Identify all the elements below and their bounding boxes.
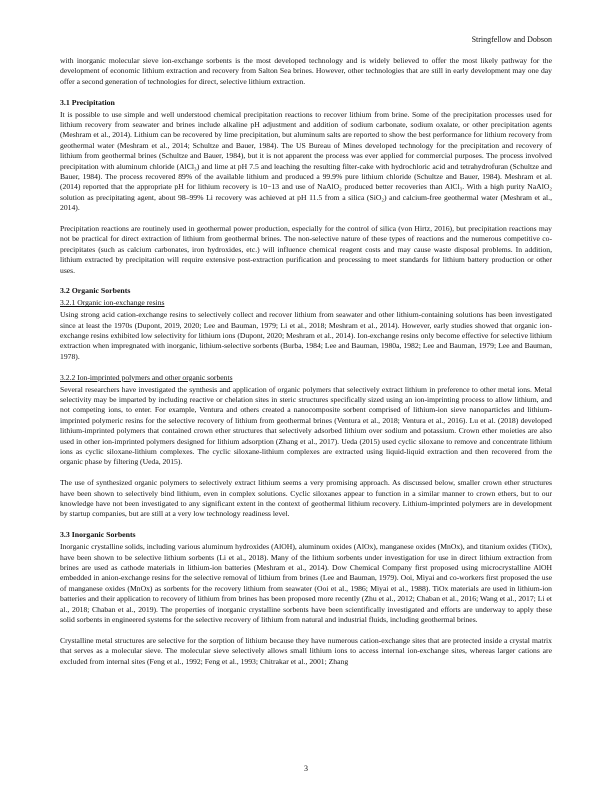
paragraph: Inorganic crystalline solids, including various aluminum hydroxides (AlOH), aluminum oxides (AlOx), manganese oxides (MnOx), and titanium oxides (TiOx), have been shown to be selective lithium sorbents (Li et al., 2018). Many of the lithium sorbents under investigation for use in direct lithium extraction from brines are used as cathode materials in lithium-ion batteries (Meshram et al., 2014). Dow Chemical Company first proposed using microcrystalline AlOH embedded in anion-exchange resins for the selective removal of lithium from brines (Lee and Bauman, 1979). Ooi, Miyai and co-workers first proposed the use of manganese oxides (MnOx) as sorbents for the recovery lithium from seawater (Ooi et al., 1986; Miyai et al., 1988). TiOx materials are used in lithium-ion batteries and their application to recovery of lithium from brines has been proposed more recently (Zhu et al., 2012; Chaban et al., 2016; Wang et al., 2017; Li et al., 2018; Chaban et al., 2019). The properties of inorganic crystalline sorbents have been scientifically investigated and efforts are underway to apply these solid sorbents in engineered systems for the selective recovery of lithium from natural and industrial fluids, including geothermal brines. — [60, 542, 552, 624]
section-heading-organic-sorbents: 3.2 Organic Sorbents — [60, 286, 131, 296]
running-header: Stringfellow and Dobson — [471, 35, 552, 44]
paragraph: Crystalline metal structures are selective for the sorption of lithium because they have numerous cation-exchange sites that are protected inside a crystal matrix that serves as a molecular sieve. The molecular sieve selectively allows small lithium ions to access internal ion-exchange sites, whereas larger cations are excluded from internal sites (Feng et al., 1992; Feng et al., 1993; Chitrakar et al., 2001; Zhang — [60, 635, 552, 666]
paragraph: The use of synthesized organic polymers to selectively extract lithium seems a very promising approach. As discussed below, smaller crown ether structures have been shown to selectively bind lithium, even in complex solutions. Cyclic siloxanes appear to function in a similar manner to crown ethers, but to our knowledge have not been investigated to any significant extent in the context of geothermal lithium recovery. Lithium-imprinted polymers are in development by startup companies, but are still at a very low technology readiness level. — [60, 478, 552, 519]
page-body — [60, 56, 552, 677]
subsection-heading-ion-exchange-resins: 3.2.1 Organic ion-exchange resins — [60, 298, 165, 308]
subsection-heading-ion-imprinted-polymers: 3.2.2 Ion-imprinted polymers and other organic sorbents — [60, 372, 233, 382]
paragraph: Using strong acid cation-exchange resins to selectively collect and recover lithium from seawater and other lithium-containing solutions has been investigated since at least the 1970s (Dupont, 2019, 2020; Lee and Bauman, 1979; Li et al., 2018; Meshram et al., 2014). However, early studies showed that organic ion-exchange resins exhibited low selectivity for lithium ions (Dupont, 2020; Meshram et al., 2014). Ion-exchange resins only become effective for selective lithium extraction when impregnated with inorganic, lithium-selective sorbents (Burba, 1984; Lee and Bauman, 1980a, 1982; Lee and Bauman, 1979; Lee and Bauman, 1978). — [60, 310, 552, 361]
section-heading-inorganic-sorbents: 3.3 Inorganic Sorbents — [60, 530, 136, 540]
page-number: 3 — [304, 764, 308, 773]
paragraph: It is possible to use simple and well understood chemical precipitation reactions to recover lithium from brine. Some of the precipitation processes used for lithium recovery from seawater and brines include alkaline pH adjustment and addition of sodium carbonate, sodium oxalate, or other precipitation agents (Meshram et al., 2014). Lithium can be recovered by lime precipitation, but aluminum salts are reported to show the best performance for lithium recovery from geothermal water (Meshram et al., 2014; Schultze and Bauer, 1984). The US Bureau of Mines developed technology for the precipitation and recovery of lithium from geothermal brines (Schultze and Bauer, 1984), but it is not apparent the process was ever applied for commercial purposes. The process involved precipitation with aluminum chloride (AlCl₃) and lime at pH 7.5 and leaching the resulting filter-cake with hydrochloric acid and tetrahydrofuran (Schultze and Bauer, 1984). The process recovered 89% of the available lithium and produced a 99.9% pure lithium chloride (Schultze and Bauer, 1984). Meshram et al. (2014) reported that the appropriate pH for lithium recovery is 10−13 and use of NaAlO₂ produced better recoveries than AlCl₃. With a high purity NaAlO₂ solution as precipitating agent, about 98–99% Li recovery was achieved at pH 11.5 from a silica (SiO₂) and calcium-free geothermal water (Meshram et al., 2014). — [60, 109, 552, 213]
paragraph: Several researchers have investigated the synthesis and application of organic polymers that selectively extract lithium in preference to other metal ions. Metal selectivity may be imparted by including reactive or chelation sites in steric structures specifically sized using an ion-imprinting process to allow lithium, and not competing ions, to enter. For example, Ventura and others created a nanocomposite sorbent comprised of lithium-ion sieve nanoparticles and lithium-imprinted polymeric resins for the selective recovery of lithium from geothermal brines (Ventura et al., 2018; Ventura et al., 2016). Lu et al. (2018) developed lithium-imprinted polymers that contained crown ether structures that selectively adsorbed lithium over sodium and potassium. Crown ether moieties are also used in other ion-imprinted polymers designed for lithium adsorption (Zhang et al., 2017). Ueda (2015) used cyclic siloxane to remove and concentrate lithium ions as cyclic siloxane-lithium complexes. The cyclic siloxane-lithium complexes are extracted using liquid-liquid extraction and then recovered from the organic phase by filtering (Ueda, 2015). — [60, 384, 552, 467]
paragraph: Precipitation reactions are routinely used in geothermal power production, especially for the control of silica (von Hirtz, 2016), but precipitation reactions may not be practical for direct extraction of lithium from geothermal brines. The non-selective nature of these types of reactions and the numerous competitive co-precipitates (such as calcium carbonates, iron hydroxides, etc.) will influence chemical reagent costs and may cause waste disposal problems. In addition, lithium extracted by precipitation will require extensive post-extraction purification and processing to meet standards for lithium battery production or other uses. — [60, 223, 552, 275]
intro-paragraph: with inorganic molecular sieve ion-exchange sorbents is the most developed technology and is widely believed to offer the most likely pathway for the development of economic lithium extraction and recovery from Salton Sea brines. However, other technologies that are still in early development may one day offer a second generation of technologies for direct, selective lithium extraction. — [60, 56, 552, 86]
section-heading-precipitation: 3.1 Precipitation — [60, 97, 115, 107]
